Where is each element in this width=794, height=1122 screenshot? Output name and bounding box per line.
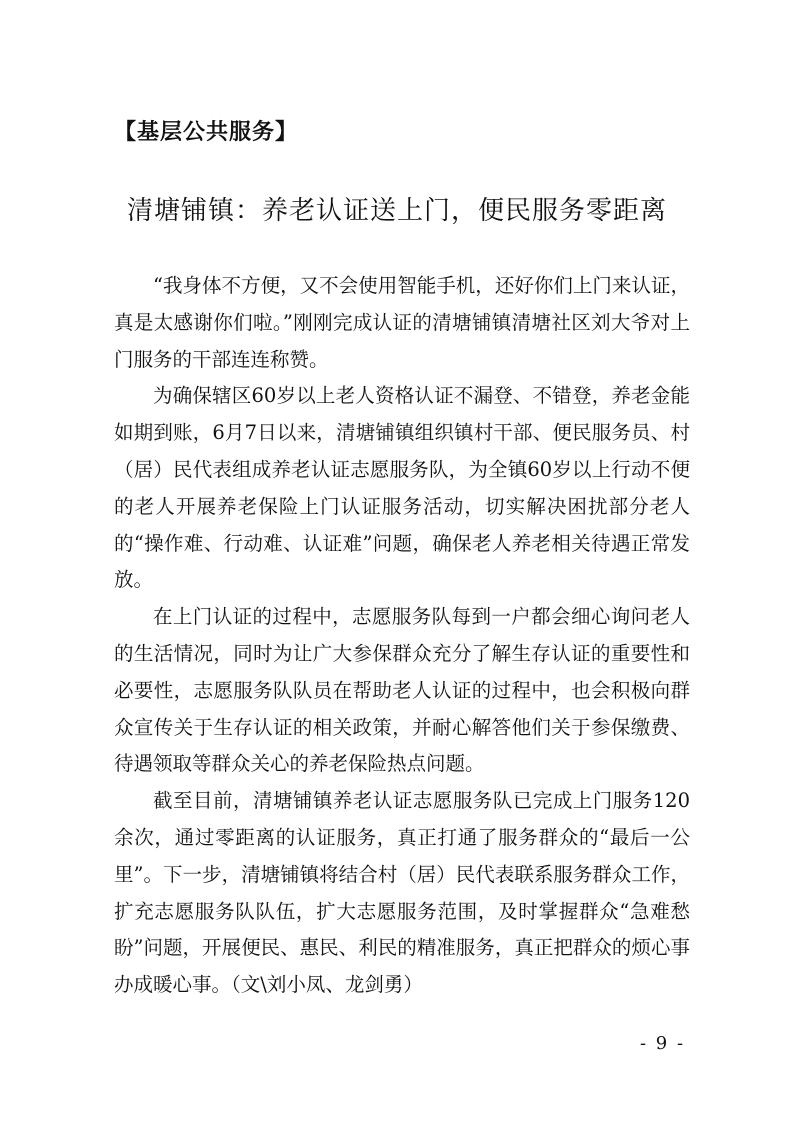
paragraph: 为确保辖区60岁以上老人资格认证不漏登、不错登，养老金能如期到账，6月7日以来，清塘铺镇组织镇村干部、便民服务员、村（居）民代表组成养老认证志愿服务队，为全镇60岁以上行动不便的老人开展养老保险上门认证服务活动，切实解决困扰部分老人的“操作难、行动难、认证难”问题，确保老人养老相关待遇正常发放。 — [114, 384, 690, 592]
article-body — [114, 268, 690, 1004]
section-label: 【基层公共服务】 — [114, 120, 299, 145]
page-number: - 9 - — [640, 1033, 686, 1054]
paragraph: “我身体不方便，又不会使用智能手机，还好你们上门来认证，真是太感谢你们啦。”刚刚完成认证的清塘铺镇清塘社区刘大爷对上门服务的干部连连称赞。 — [114, 274, 690, 371]
article-title: 清塘铺镇：养老认证送上门，便民服务零距离 — [126, 196, 667, 226]
paragraph: 截至目前，清塘铺镇养老认证志愿服务队已完成上门服务120余次，通过零距离的认证服务，真正打通了服务群众的“最后一公里”。下一步，清塘铺镇将结合村（居）民代表联系服务群众工作，扩充志愿服务队队伍，扩大志愿服务范围，及时掌握群众“急难愁盼”问题，开展便民、惠民、利民的精准服务，真正把群众的烦心事办成暖心事。（文\刘小凤、龙剑勇） — [114, 789, 690, 997]
paragraph: 在上门认证的过程中，志愿服务队每到一户都会细心询问老人的生活情况，同时为让广大参保群众充分了解生存认证的重要性和必要性，志愿服务队队员在帮助老人认证的过程中，也会积极向群众宣传关于生存认证的相关政策，并耐心解答他们关于参保缴费、待遇领取等群众关心的养老保险热点问题。 — [114, 605, 690, 776]
